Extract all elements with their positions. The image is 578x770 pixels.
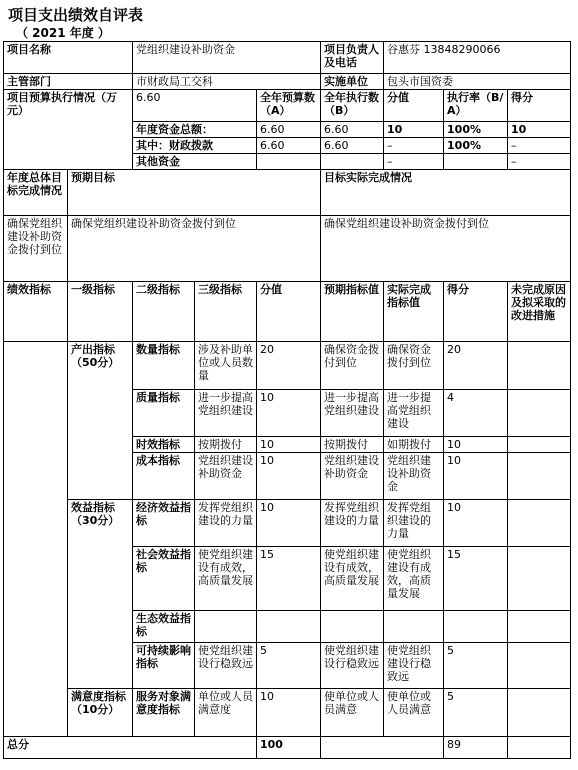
perf-level2: 数量指标 <box>133 342 195 390</box>
perf-reason <box>508 643 571 689</box>
perf-level3: 进一步提高党组织建设 <box>195 390 257 437</box>
perf-level2: 时效指标 <box>133 437 195 453</box>
perf-level2: 经济效益指标 <box>133 500 195 547</box>
budget-row-label: 年度资金总额： <box>133 122 257 138</box>
perf-header: 得分 <box>444 282 508 342</box>
perf-reason <box>508 611 571 643</box>
perf-actual: 使单位或人员满意 <box>384 689 444 737</box>
goals-left-text: 确保党组织建设补助资金拨付到位 <box>4 216 68 282</box>
perf-header-row <box>4 282 571 342</box>
perf-expected: 使单位或人员满意 <box>321 689 384 737</box>
perf-level3: 使党组织建设行稳致远 <box>195 643 257 689</box>
total-got: 89 <box>444 737 508 759</box>
budget-row-annual: 6.60 <box>257 138 321 154</box>
perf-score: 10 <box>257 390 321 437</box>
perf-level2: 成本指标 <box>133 453 195 500</box>
perf-label: 绩效指标 <box>4 282 68 342</box>
perf-reason <box>508 547 571 611</box>
perf-header: 实际完成指标值 <box>384 282 444 342</box>
perf-level3: 使党组织建设有成效，高质量发展 <box>195 547 257 611</box>
budget-row-got: – <box>508 138 571 154</box>
project-name-value: 党组织建设补助资金 <box>133 42 321 74</box>
project-name-label: 项目名称 <box>4 42 133 74</box>
budget-row-got: – <box>508 154 571 170</box>
perf-score: 10 <box>257 689 321 737</box>
perf-expected: 进一步提高党组织建设 <box>321 390 384 437</box>
perf-actual: 使党组织建设有成效，高质量发展 <box>384 547 444 611</box>
perf-score: 5 <box>257 643 321 689</box>
perf-score <box>257 611 321 643</box>
budget-annual-header: 全年预算数（A） <box>257 90 321 122</box>
perf-level1: 满意度指标（10分） <box>68 689 133 737</box>
goals-header-row <box>4 170 571 216</box>
perf-header: 未完成原因及拟采取的改进措施 <box>508 282 571 342</box>
perf-got: 15 <box>444 547 508 611</box>
budget-got-header: 得分 <box>508 90 571 122</box>
budget-header-row <box>4 90 571 122</box>
perf-level2: 质量指标 <box>133 390 195 437</box>
perf-level3: 涉及补助单位或人员数量 <box>195 342 257 390</box>
goals-expected: 确保党组织建设补助资金拨付到位 <box>68 216 321 282</box>
perf-level3: 发挥党组织建设的力量 <box>195 500 257 547</box>
goals-content-row <box>4 216 571 282</box>
perf-row <box>4 342 571 390</box>
budget-initial: 6.60 <box>133 90 257 122</box>
goals-label: 年度总体目标完成情况 <box>4 170 68 216</box>
project-name-row <box>4 42 571 74</box>
perf-actual: 党组织建设补助资金 <box>384 453 444 500</box>
perf-expected: 按期拨付 <box>321 437 384 453</box>
perf-got: 4 <box>444 390 508 437</box>
budget-row-score: – <box>384 154 444 170</box>
perf-reason <box>508 453 571 500</box>
budget-row-exec: 6.60 <box>321 122 384 138</box>
perf-got: 10 <box>444 437 508 453</box>
unit-value: 包头市国资委 <box>384 74 571 90</box>
budget-row-score: 10 <box>384 122 444 138</box>
perf-row <box>4 689 571 737</box>
perf-actual: 进一步提高党组织建设 <box>384 390 444 437</box>
perf-reason <box>508 437 571 453</box>
perf-level2: 服务对象满意度指标 <box>133 689 195 737</box>
budget-row-rate: 100% <box>444 122 508 138</box>
perf-got: 10 <box>444 453 508 500</box>
perf-expected: 党组织建设补助资金 <box>321 453 384 500</box>
perf-header: 三级指标 <box>195 282 257 342</box>
total-label: 总分 <box>4 737 257 759</box>
perf-score: 15 <box>257 547 321 611</box>
perf-level3: 单位或人员满意度 <box>195 689 257 737</box>
perf-actual: 如期拨付 <box>384 437 444 453</box>
budget-row-exec: 6.60 <box>321 138 384 154</box>
total-reason <box>508 737 571 759</box>
doc-year: （ 2021 年度 ） <box>16 26 110 40</box>
perf-level3: 党组织建设补助资金 <box>195 453 257 500</box>
perf-level2: 社会效益指标 <box>133 547 195 611</box>
budget-row-annual: 6.60 <box>257 122 321 138</box>
perf-got: 5 <box>444 689 508 737</box>
perf-label-spacer <box>4 342 68 737</box>
budget-row-score: – <box>384 138 444 154</box>
perf-got <box>444 611 508 643</box>
perf-got: 20 <box>444 342 508 390</box>
goals-actual: 确保党组织建设补助资金拨付到位 <box>321 216 571 282</box>
perf-expected: 确保资金拨付到位 <box>321 342 384 390</box>
budget-row-annual <box>257 154 321 170</box>
perf-level2: 生态效益指标 <box>133 611 195 643</box>
budget-row-label: 其中：财政拨款 <box>133 138 257 154</box>
budget-row-rate: 100% <box>444 138 508 154</box>
dept-value: 市财政局工交科 <box>133 74 321 90</box>
budget-row-got: 10 <box>508 122 571 138</box>
perf-expected <box>321 611 384 643</box>
total-row <box>4 737 571 759</box>
dept-label: 主管部门 <box>4 74 133 90</box>
perf-header: 预期指标值 <box>321 282 384 342</box>
perf-level1: 效益指标（30分） <box>68 500 133 689</box>
budget-exec-header: 全年执行数（B） <box>321 90 384 122</box>
perf-header: 分值 <box>257 282 321 342</box>
budget-rate-header: 执行率（B/A） <box>444 90 508 122</box>
perf-actual: 使党组织建设行稳致远 <box>384 643 444 689</box>
perf-level1: 产出指标（50分） <box>68 342 133 500</box>
perf-actual <box>384 611 444 643</box>
perf-reason <box>508 500 571 547</box>
perf-score: 10 <box>257 453 321 500</box>
total-score: 100 <box>257 737 321 759</box>
perf-header: 一级指标 <box>68 282 133 342</box>
perf-level3 <box>195 611 257 643</box>
perf-actual: 确保资金拨付到位 <box>384 342 444 390</box>
project-owner-label: 项目负责人及电话 <box>321 42 384 74</box>
doc-title: 项目支出绩效自评表 <box>8 6 144 24</box>
perf-reason <box>508 342 571 390</box>
perf-reason <box>508 689 571 737</box>
dept-row <box>4 74 571 90</box>
budget-row-label: 其他资金 <box>133 154 257 170</box>
budget-label: 项目预算执行情况（万元） <box>4 90 133 170</box>
total-spacer <box>321 737 444 759</box>
goals-actual-label: 目标实际完成情况 <box>321 170 571 216</box>
perf-level2: 可持续影响指标 <box>133 643 195 689</box>
perf-reason <box>508 390 571 437</box>
project-owner-value: 谷惠芬 13848290066 <box>384 42 571 74</box>
budget-row-rate <box>444 154 508 170</box>
unit-label: 实施单位 <box>321 74 384 90</box>
perf-level3: 按期拨付 <box>195 437 257 453</box>
perf-actual: 发挥党组织建设的力量 <box>384 500 444 547</box>
perf-got: 10 <box>444 500 508 547</box>
perf-header: 二级指标 <box>133 282 195 342</box>
perf-expected: 使党组织建设有成效，高质量发展 <box>321 547 384 611</box>
perf-expected: 使党组织建设行稳致远 <box>321 643 384 689</box>
budget-score-header: 分值 <box>384 90 444 122</box>
perf-score: 10 <box>257 500 321 547</box>
perf-score: 20 <box>257 342 321 390</box>
evaluation-table <box>3 41 571 759</box>
goals-expected-label: 预期目标 <box>68 170 321 216</box>
perf-got: 5 <box>444 643 508 689</box>
perf-score: 10 <box>257 437 321 453</box>
budget-row-exec <box>321 154 384 170</box>
perf-row <box>4 500 571 547</box>
perf-expected: 发挥党组织建设的力量 <box>321 500 384 547</box>
